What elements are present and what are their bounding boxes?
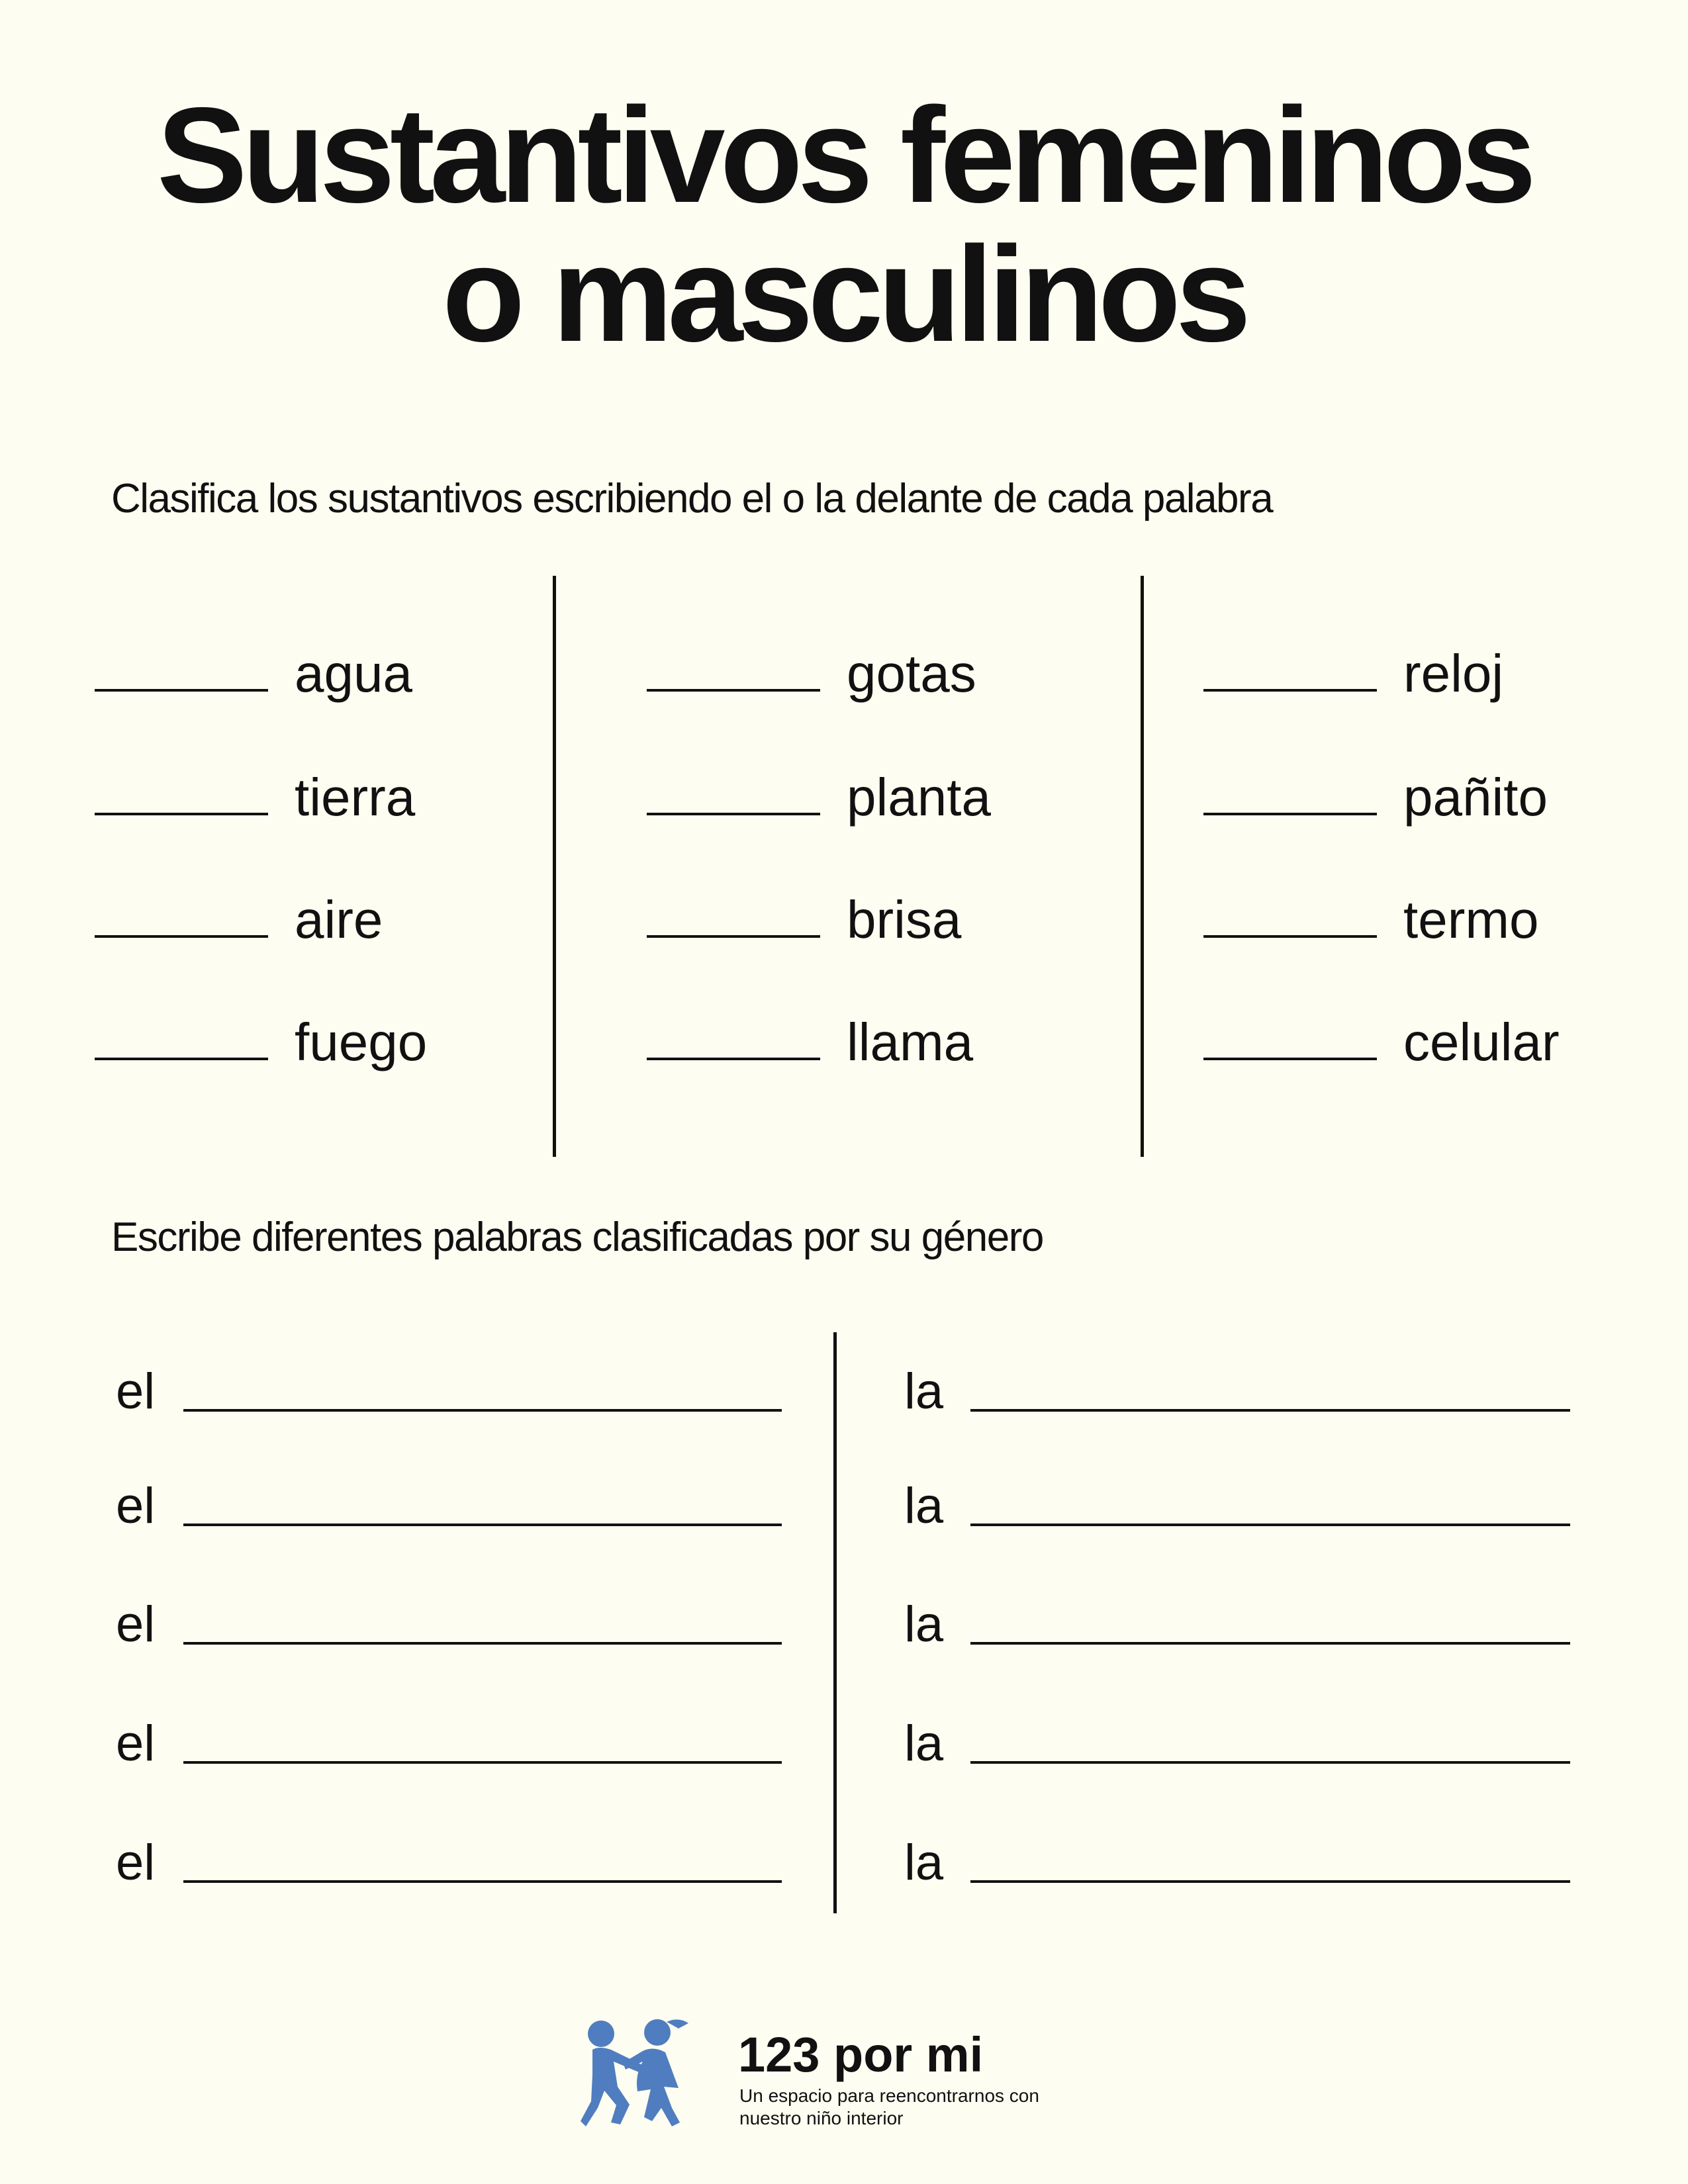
article-el: el [116, 1835, 156, 1891]
brand-name: 123 por mi [738, 2027, 984, 2082]
column-divider [1141, 576, 1144, 1157]
brand-tagline: Un espacio para reencontrarnos con nuestro niño interior [739, 2085, 1039, 2128]
blank-line[interactable] [647, 689, 820, 692]
article-la: la [904, 1478, 944, 1534]
answer-line[interactable] [970, 1642, 1570, 1645]
word-item: aire [295, 890, 383, 949]
blank-line[interactable] [647, 1058, 820, 1060]
answer-line[interactable] [183, 1524, 782, 1526]
article-el: el [116, 1596, 156, 1653]
word-item: tierra [295, 768, 416, 827]
title-line-1: Sustantivos femeninos [156, 79, 1532, 231]
answer-line[interactable] [183, 1409, 782, 1412]
instruction-write-words: Escribe diferentes palabras clasificadas por su género [111, 1214, 1043, 1260]
blank-line[interactable] [647, 813, 820, 815]
blank-line[interactable] [95, 1058, 268, 1060]
blank-line[interactable] [95, 813, 268, 815]
blank-line[interactable] [1203, 689, 1377, 692]
article-el: el [116, 1478, 156, 1534]
answer-line[interactable] [183, 1761, 782, 1764]
word-item: llama [847, 1013, 974, 1071]
word-item: fuego [295, 1013, 428, 1071]
blank-line[interactable] [647, 935, 820, 938]
title-line-2: o masculinos [442, 218, 1246, 370]
column-divider [553, 576, 556, 1157]
page-title [0, 79, 1688, 370]
answer-line[interactable] [970, 1524, 1570, 1526]
answer-line[interactable] [970, 1409, 1570, 1412]
article-la: la [904, 1715, 944, 1772]
word-item: reloj [1403, 644, 1504, 703]
blank-line[interactable] [95, 935, 268, 938]
answer-line[interactable] [183, 1880, 782, 1883]
word-item: agua [295, 644, 412, 703]
blank-line[interactable] [1203, 1058, 1377, 1060]
column-divider [833, 1332, 837, 1913]
article-la: la [904, 1596, 944, 1653]
word-item: pañito [1403, 768, 1548, 827]
blank-line[interactable] [95, 689, 268, 692]
word-item: celular [1403, 1013, 1560, 1071]
answer-line[interactable] [183, 1642, 782, 1645]
blank-line[interactable] [1203, 813, 1377, 815]
answer-line[interactable] [970, 1880, 1570, 1883]
two-children-playing-icon [579, 2009, 712, 2134]
word-item: termo [1403, 890, 1539, 949]
word-item: brisa [847, 890, 962, 949]
article-la: la [904, 1363, 944, 1420]
article-el: el [116, 1363, 156, 1420]
word-item: gotas [847, 644, 976, 703]
word-item: planta [847, 768, 991, 827]
article-la: la [904, 1835, 944, 1891]
article-el: el [116, 1715, 156, 1772]
answer-line[interactable] [970, 1761, 1570, 1764]
blank-line[interactable] [1203, 935, 1377, 938]
instruction-classify: Clasifica los sustantivos escribiendo el o la delante de cada palabra [111, 476, 1273, 522]
